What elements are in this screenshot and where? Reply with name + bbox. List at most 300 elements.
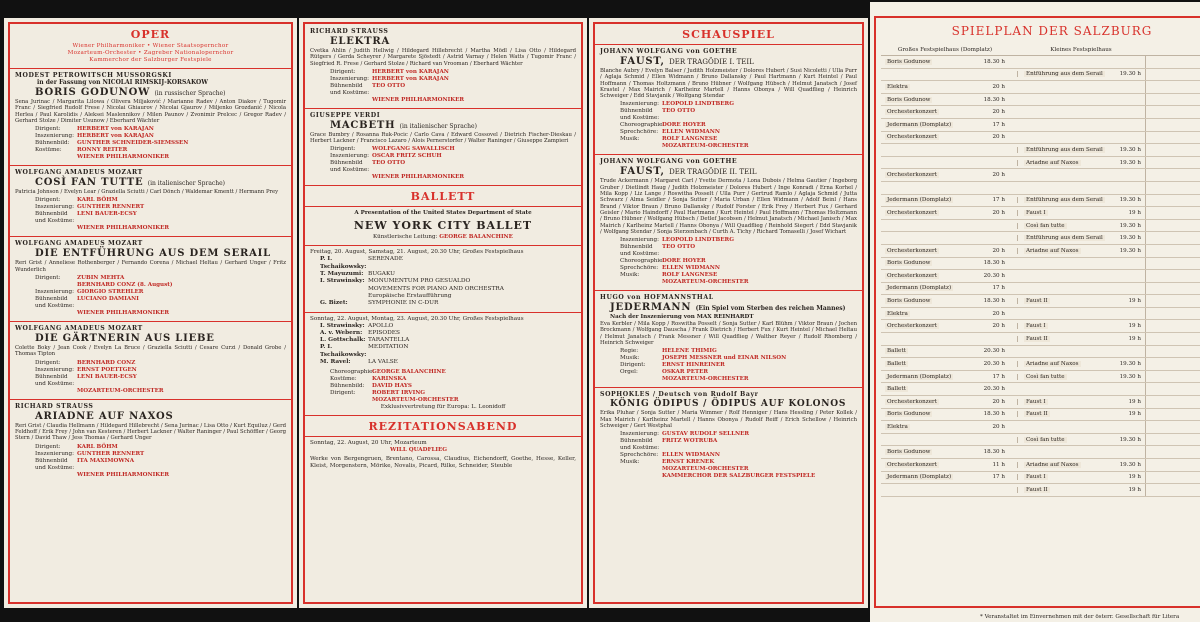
event-grosses: Jedermann (Domplatz) <box>887 474 952 481</box>
spielplan-frame <box>874 16 1200 608</box>
col-head-kleines: Kleines Festspielhaus <box>1050 46 1112 53</box>
event-grosses: Elektra <box>887 310 908 317</box>
piece-composer <box>310 286 368 293</box>
credit-role: Inszenierung: <box>620 237 659 244</box>
credit-role: Inszenierung: <box>620 431 659 438</box>
time-grosses: 20 h <box>992 209 1005 216</box>
event-kleines: Faust I <box>1026 398 1046 405</box>
credit-role <box>310 97 372 104</box>
credit-row <box>310 397 576 404</box>
time-grosses: 18.30 h <box>983 298 1005 305</box>
piece-composer <box>310 293 368 300</box>
divider <box>10 321 291 322</box>
time-grosses: 20.30 h <box>983 348 1005 355</box>
event-grosses: Elektra <box>887 83 908 90</box>
credit-role: Sprechchöre: <box>620 265 659 272</box>
time-grosses: 20.30 h <box>983 361 1005 368</box>
faust2-cast: Trude Ackermann / Margaret Carl / Yvette Dermota / Lona Dubois / Helma Gautier / Ingeborg Gruber / Dietlindt Haug / Judith Holzmeister / Dolores Hubert / Inge Konradi / Erna Korhel / Mila Kopp / Liz Lange / Roswitha Posselt / Ulla Purr / Gertrud Ramlo / Aglaja Schmid / Jutta Schwarz / Alma Seidler / Sonja Sutter / Maria Urban / Ellen Widmann / Adolf Beinl / Hans Brand / Viktor Braun / Bruno Dallansky / Rudolf Forster / Erik Frey / Herbert Fux / Gerhard Geisler / Mario Haindorff / Paul Hartmann / Kurt Heintel / Paul Hoffmann / Thomas Holtzmann / Bruno Hübner / Wolfgang Hübsch / Detlef Jacobsen / Helmut Janatsch / Michael Janisch / Max Mairich / Karlheinz Martell / Hanns Obonya / Will Quadflieg / Reinhold Siegert / Edd Stavjanik / Wolfgang Stendar / Sonja Sterzenbach / Curth A. Tichy / Richard Tomaselli / Josef Wichart <box>600 178 857 235</box>
schedule-row <box>881 106 1200 119</box>
oper-subtitle-1: Wiener Philharmoniker • Wiener Staatsopernchor <box>72 43 229 49</box>
panel-schauspiel <box>589 18 868 608</box>
time-kleines: 19.30 h <box>1119 461 1141 468</box>
elektra-title: ELEKTRA <box>330 36 391 47</box>
event-kleines: Faust I <box>1026 474 1046 481</box>
divider <box>305 415 581 416</box>
credit-role: Bühnenbild und Kostüme: <box>35 296 75 310</box>
time-kleines: 19 h <box>1128 411 1141 418</box>
program-piece <box>310 286 576 293</box>
production-version: in der Fassung von NICOLAI RIMSKIJ-KORSAKOW <box>37 79 208 86</box>
credit-row <box>15 225 286 232</box>
credit-row <box>600 369 857 376</box>
time-kleines: 19.30 h <box>1119 436 1141 443</box>
panel2-frame <box>303 22 583 604</box>
divider <box>595 387 862 388</box>
oper-title: OPER <box>130 28 171 41</box>
divider <box>305 436 581 437</box>
credit-name: KARL BÖHM <box>77 197 118 204</box>
schedule-row <box>881 81 1200 94</box>
divider <box>595 44 862 45</box>
schedule-row <box>881 182 1200 195</box>
program-piece <box>310 323 576 330</box>
time-grosses: 20.30 h <box>983 272 1005 279</box>
credit-role: Dirigent: <box>330 68 356 75</box>
credit-role: Musik: <box>620 459 640 466</box>
program-piece <box>310 344 576 359</box>
credit-name: WIENER PHILHARMONIKER <box>77 225 170 232</box>
event-kleines: Entführung aus dem Serail <box>1026 235 1103 242</box>
credit-row <box>310 69 576 76</box>
schedule-row <box>881 446 1200 459</box>
time-grosses: 17 h <box>992 121 1005 128</box>
divider <box>305 312 581 313</box>
faust1-cast: Blanche Aubry / Evelyn Balser / Judith Holzmeister / Dolores Hubert / Susi Nicoletti / Ulla Purr / Aglaja Schmid / Ellen Widmann / Bruno Dallansky / Paul Hartmann / Kurt Heintel / Paul Hoffmann / Thomas Holtzmann / Bruno Hübner / Wolfgang Hübsch / Helmut Janatsch / Josef Krastel / Max Mairich / Karlheinz Martell / Hanns Obonya / Will Quadflieg / Heinrich Schweiger / Edd Stavjanik / Wolfgang Stendar <box>600 68 857 100</box>
credit-row <box>15 310 286 317</box>
event-grosses: Ballett <box>887 348 906 355</box>
piece-composer: A. v. Webern: <box>320 329 363 336</box>
time-kleines: 19.30 h <box>1119 361 1141 368</box>
credit-name: MOZARTEUM-ORCHESTER <box>662 143 749 150</box>
event-kleines: Così fan tutte <box>1026 373 1065 380</box>
event-grosses: Orchesterkonzert <box>887 247 937 254</box>
piece-title: MEDITATION <box>368 344 409 351</box>
event-grosses: Jedermann (Domplatz) <box>887 197 952 204</box>
credit-row <box>310 83 576 97</box>
credit-role: Bühnenbild: <box>35 140 70 147</box>
divider <box>305 108 581 109</box>
time-grosses: 17 h <box>992 474 1005 481</box>
credit-role <box>15 282 77 289</box>
event-grosses: Orchesterkonzert <box>887 172 937 179</box>
event-kleines: Ariadne auf Naxos <box>1026 247 1079 254</box>
event-grosses: Orchesterkonzert <box>887 323 937 330</box>
time-kleines: 19.30 h <box>1119 235 1141 242</box>
credit-role: Musik: <box>620 136 640 143</box>
credit-row <box>600 376 857 383</box>
piece-title: MONUMENTUM PRO GESUALDO <box>368 278 471 285</box>
faust2-author: JOHANN WOLFGANG von GOETHE <box>600 158 738 166</box>
time-grosses: 20 h <box>992 424 1005 431</box>
divider <box>10 236 291 237</box>
event-kleines: Ariadne auf Naxos <box>1026 461 1079 468</box>
credit-name: ERNST HINREINER <box>662 362 725 369</box>
credit-role: Choreographie: <box>330 369 375 376</box>
piece-composer: I. Strawinsky: <box>320 278 365 285</box>
piece-composer: G. Bizet: <box>320 300 348 307</box>
credit-name: HERBERT von KARAJAN <box>372 68 449 75</box>
credit-role: Bühnenbild: <box>330 383 365 390</box>
credit-name: ROLF LANGNESE <box>662 136 718 143</box>
credit-name: ELLEN WIDMANN <box>662 129 720 136</box>
ballett-program2 <box>310 323 576 367</box>
oper-subtitle-3: Kammerchor der Salzburger Festspiele <box>89 57 212 63</box>
jedermann-credits <box>600 348 857 383</box>
time-kleines: 19.30 h <box>1119 222 1141 229</box>
credit-row <box>15 133 286 140</box>
schedule-row <box>881 195 1200 208</box>
ballett-program2-date: Sonntag, 22. August, Montag, 23. August, 20.30 Uhr, Großes Festspielhaus <box>310 315 524 322</box>
credit-role: Bühnenbild und Kostüme: <box>620 244 660 258</box>
credit-row <box>600 348 857 355</box>
credit-name: DORE HOYER <box>662 122 706 129</box>
credit-name: GEORGE BALANCHINE <box>372 369 446 376</box>
production-credits <box>15 275 286 317</box>
credit-row <box>600 244 857 258</box>
event-kleines: Ariadne auf Naxos <box>1026 159 1079 166</box>
production-credits <box>15 360 286 395</box>
credit-row <box>310 76 576 83</box>
production-cast: Colette Boky / Jean Cook / Evelyn La Bruce / Graziella Sciutti / Cesare Curzi / Donald Grobe / Thomas Tipton <box>15 345 286 358</box>
piece-composer: P. I. Tschaikowsky: <box>320 344 367 358</box>
production-composer: WOLFGANG AMADEUS MOZART <box>15 169 143 177</box>
schedule-row <box>881 144 1200 157</box>
credit-name: JOSEPH MESSNER und EINAR NILSON <box>662 355 787 362</box>
credit-name: KARINSKA <box>372 376 407 383</box>
production-cast: Patricia Johnson / Evelyn Lear / Graziella Sciutti / Carl Dönch / Waldemar Kmentt / Hermann Prey <box>15 189 279 196</box>
credit-row <box>600 279 857 286</box>
credit-role: Bühnenbild und Kostüme: <box>35 211 75 225</box>
time-grosses: 20.30 h <box>983 386 1005 393</box>
production-title: COSÌ FAN TUTTE (in italienischer Sprache) <box>35 177 226 189</box>
production-title: BORIS GODUNOW (in russischer Sprache) <box>35 87 226 98</box>
credit-name: ELLEN WIDMANN <box>662 452 720 459</box>
panel-elektra-ballett <box>299 18 587 608</box>
piece-title: LA VALSE <box>368 359 398 366</box>
credit-row <box>600 438 857 452</box>
credit-row <box>15 360 286 367</box>
schedule-row <box>881 358 1200 371</box>
event-grosses: Jedermann (Domplatz) <box>887 373 952 380</box>
event-kleines: Faust I <box>1026 323 1046 330</box>
credit-row <box>15 211 286 225</box>
credit-name: TEO OTTO <box>372 160 406 167</box>
ballett-program1-date: Freitag, 20. August, Samstag, 21. August, 20.30 Uhr, Großes Festspielhaus <box>310 249 524 256</box>
time-kleines: 19 h <box>1128 474 1141 481</box>
time-kleines: 19.30 h <box>1119 373 1141 380</box>
time-grosses: 18.30 h <box>983 96 1005 103</box>
production-composer: MODEST PETROWITSCH MUSSORGSKI <box>15 72 172 79</box>
credit-role: Choreographie: <box>620 258 665 265</box>
credit-role: Dirigent: <box>35 275 61 282</box>
credit-name: OSCAR FRITZ SCHUH <box>372 153 442 160</box>
schedule-row <box>881 308 1200 321</box>
schedule-row <box>881 421 1200 434</box>
schauspiel-title: SCHAUSPIEL <box>682 28 775 41</box>
production-title: ARIADNE AUF NAXOS <box>35 410 174 422</box>
credit-name: ROBERT IRVING <box>372 390 426 397</box>
credit-row <box>600 136 857 143</box>
program-piece <box>310 271 576 278</box>
credit-role: Choreographie: <box>620 122 665 129</box>
credit-role: Bühnenbild und Kostüme: <box>35 373 75 387</box>
schedule-row <box>881 295 1200 308</box>
credit-name: GUSTAV RUDOLF SELLNER <box>662 431 750 438</box>
credit-role: Dirigent: <box>35 126 61 133</box>
credit-role: Bühnenbild und Kostüme: <box>330 160 370 174</box>
credit-name: WIENER PHILHARMONIKER <box>77 310 170 317</box>
credit-row <box>600 466 857 473</box>
credit-row <box>310 97 576 104</box>
credit-role <box>600 466 662 473</box>
credit-name: GUNTHER SCHNEIDER-SIEMSSEN <box>77 140 189 147</box>
credit-name: LEOPOLD LINDTBERG <box>662 101 734 108</box>
credit-row <box>600 101 857 108</box>
jedermann-author: HUGO von HOFMANNSTHAL <box>600 294 714 302</box>
credit-role: Dirigent: <box>35 443 61 450</box>
event-kleines: Ariadne auf Naxos <box>1026 361 1079 368</box>
time-grosses: 20 h <box>992 323 1005 330</box>
credit-role <box>310 397 372 404</box>
event-grosses: Orchesterkonzert <box>887 272 937 279</box>
program-piece <box>310 278 576 285</box>
event-grosses: Jedermann (Domplatz) <box>887 121 952 128</box>
piece-title: TARANTELLA <box>368 337 410 344</box>
credit-name: HERBERT von KARAJAN <box>77 126 154 133</box>
credit-role: Dirigent: <box>330 390 356 397</box>
event-grosses: Ballett <box>887 361 906 368</box>
event-grosses: Jedermann (Domplatz) <box>887 285 952 292</box>
credit-row <box>15 147 286 154</box>
credit-role: Sprechchöre: <box>620 452 659 459</box>
credit-row <box>310 383 576 390</box>
credit-name: GIORGIO STREHLER <box>77 289 144 296</box>
credit-role: Kostüme: <box>330 376 357 383</box>
credit-name: WIENER PHILHARMONIKER <box>77 471 170 478</box>
credit-role: Inszenierung: <box>620 101 659 108</box>
time-grosses: 17 h <box>992 197 1005 204</box>
credit-name: LEOPOLD LINDTBERG <box>662 237 734 244</box>
credit-name: MOZARTEUM-ORCHESTER <box>662 279 749 286</box>
schedule-row <box>881 472 1200 485</box>
time-grosses: 20 h <box>992 247 1005 254</box>
spielplan-title: SPIELPLAN DER SALZBURG <box>951 24 1153 38</box>
event-grosses: Boris Godunow <box>887 96 931 103</box>
credit-role <box>15 388 77 395</box>
divider <box>305 245 581 246</box>
piece-title: BUGAKU <box>368 271 395 278</box>
time-grosses: 17 h <box>992 285 1005 292</box>
credit-role: Inszenierung: <box>35 366 74 373</box>
credit-row <box>15 388 286 395</box>
divider <box>595 290 862 291</box>
program-piece <box>310 293 576 300</box>
credit-name: HERBERT von KARAJAN <box>372 75 449 82</box>
schedule-row <box>881 258 1200 271</box>
credit-row <box>310 174 576 181</box>
production-credits <box>15 197 286 232</box>
schedule-row <box>881 207 1200 220</box>
schedule-row <box>881 56 1200 69</box>
time-grosses: 20 h <box>992 134 1005 141</box>
oedipus-cast: Erika Pluhar / Sonja Sutter / Maria Wimmer / Rolf Henniger / Hans Hessling / Peter Kollek / Max Mairich / Karlheinz Martell / Hanns Obonya / Rudolf Reiff / Erich Schellow / Heinrich Schweiger / Gert Westphal <box>600 410 857 429</box>
piece-title: EPISODES <box>368 329 400 336</box>
time-grosses: 20 h <box>992 310 1005 317</box>
credit-name: ITA MAXIMOWNA <box>77 457 135 464</box>
piece-title: MOVEMENTS FOR PIANO AND ORCHESTRA <box>368 285 504 292</box>
credit-name: BERNHARD CONZ <box>77 359 136 366</box>
oedipus-author: SOPHOKLES / Deutsch von Rudolf Bayr <box>600 391 759 399</box>
credit-row <box>600 143 857 150</box>
ballett-credits <box>310 369 576 404</box>
event-kleines: Faust I <box>1026 209 1046 216</box>
credit-name: ROLF LANGNESE <box>662 272 718 279</box>
ballett-company: NEW YORK CITY BALLET <box>353 219 533 233</box>
schedule-row <box>881 346 1200 359</box>
event-kleines: Faust II <box>1026 486 1048 493</box>
credit-row <box>310 160 576 174</box>
time-grosses: 18.30 h <box>983 411 1005 418</box>
schedule-row <box>881 434 1200 447</box>
faust2-title: FAUST, DER TRAGÖDIE II. TEIL <box>620 166 757 178</box>
event-grosses: Orchesterkonzert <box>887 109 937 116</box>
piece-composer: M. Ravel: <box>320 359 351 366</box>
rezitation-performer: WILL QUADFLIEG <box>390 447 448 454</box>
credit-role <box>15 310 77 317</box>
credit-name: OSKAR PETER <box>662 369 709 376</box>
program-piece <box>310 300 576 307</box>
schedule-row <box>881 383 1200 396</box>
event-grosses: Boris Godunow <box>887 260 931 267</box>
credit-row <box>15 367 286 374</box>
credit-name: HERBERT von KARAJAN <box>77 133 154 140</box>
schedule-row <box>881 371 1200 384</box>
schedule-row <box>881 459 1200 472</box>
schedule-row <box>881 132 1200 145</box>
credit-role <box>600 143 662 150</box>
credit-row <box>600 108 857 122</box>
schedule-row <box>881 320 1200 333</box>
schedule-row <box>881 270 1200 283</box>
divider <box>10 165 291 166</box>
elektra-credits <box>310 69 576 104</box>
jedermann-title: JEDERMANN (Ein Spiel vom Sterben des reichen Mannes) <box>610 302 846 314</box>
credit-role: Dirigent: <box>330 146 356 153</box>
program-piece <box>310 256 576 271</box>
time-kleines: 19 h <box>1128 335 1141 342</box>
divider <box>305 185 581 186</box>
credit-role: Bühnenbild und Kostüme: <box>620 108 660 122</box>
time-grosses: 18.30 h <box>983 58 1005 65</box>
credit-name: LUCIANO DAMIANI <box>77 296 139 303</box>
production-composer: WOLFGANG AMADEUS MOZART <box>15 240 143 248</box>
production-cast: Sena Jurinac / Margarita Lilowa / Olivera Miljaković / Marianne Radev / Anton Diakov / Tugomir Franc / Siegfried Rudolf Frese / Nicolai Ghiaurov / Nicolai Gjaurov / Miljenko Grozdanić / Nicola Herlea / Paul Karolidis / Aleksei Maslennikov / Milen Paunov / Zvonimir Prelcec / Gregor Radev / Gerhard Stolze / Dimiter Usunow / Eberhard Wächter <box>15 99 286 124</box>
production-composer: RICHARD STRAUSS <box>15 402 94 410</box>
credit-name: KAMMERCHOR DER SALZBURGER FESTSPIELE <box>662 473 816 480</box>
schedule-row <box>881 409 1200 422</box>
credit-name: WIENER PHILHARMONIKER <box>77 154 170 161</box>
credit-name: LENI BAUER-ECSY <box>77 211 137 218</box>
credit-row <box>600 129 857 136</box>
credit-row <box>600 272 857 279</box>
credit-name: TEO OTTO <box>372 82 406 89</box>
credit-role <box>600 376 662 383</box>
credit-role: Regie: <box>620 348 639 355</box>
jedermann-cast: Eva Kerbler / Mila Kopp / Roswitha Posselt / Sonja Sutter / Karl Blühm / Viktor Braun / Jochen Brockmann / Wolfgang Dauscha / Frank Dietrich / Herbert Fux / Kurt Heintel / Michael Heltau / Helmut Janatsch / Frank Messner / Will Quadflieg / Walther Reyer / Rudolf Rhomberg / Heinrich Schweiger <box>600 321 857 347</box>
credit-name: WIENER PHILHARMONIKER <box>372 174 465 181</box>
piece-title: SYMPHONIE IN C-DUR <box>368 300 439 307</box>
time-kleines: 19 h <box>1128 486 1141 493</box>
credit-row <box>310 376 576 383</box>
elektra-cast: Cvetka Ahlin / Judith Hellwig / Hildegard Hillebrecht / Martha Mödl / Lisa Otto / Hildegard Rütgers / Gerda Scheyrer / Margarete Sjöstedt / Astrid Varnay / Helen Watts / Tugomir Franc / Siegfried R. Frese / Gerhard Stolze / Richard van Vrooman / Eberhard Wächter <box>310 48 576 67</box>
time-grosses: 17 h <box>992 373 1005 380</box>
program-piece <box>310 330 576 337</box>
time-grosses: 20 h <box>992 109 1005 116</box>
credit-row <box>600 459 857 466</box>
credit-name: BERNHARD CONZ (8. August) <box>77 282 173 289</box>
production-title: DIE GÄRTNERIN AUS LIEBE <box>35 333 215 345</box>
credit-role: Inszenierung: <box>35 289 74 296</box>
credit-role <box>310 174 372 181</box>
credit-row <box>15 374 286 388</box>
macbeth-composer: GIUSEPPE VERDI <box>310 111 381 119</box>
schedule-row <box>881 333 1200 346</box>
credit-role: Inszenierung: <box>35 133 74 140</box>
event-kleines: Entführung aus dem Serail <box>1026 197 1103 204</box>
macbeth-title: MACBETH (in italienischer Sprache) <box>330 119 477 131</box>
elektra-composer: RICHARD STRAUSS <box>310 28 389 35</box>
credit-row <box>600 431 857 438</box>
event-grosses: Orchesterkonzert <box>887 134 937 141</box>
piece-composer: L. Gottschalk: <box>320 337 366 344</box>
credit-name: GUNTHER RENNERT <box>77 204 145 211</box>
piece-composer: P. I. Tschaikowsky: <box>320 256 367 270</box>
rezitation-works: Werke von Bergengruen, Brentano, Carossa, Claudius, Eichendorff, Goethe, Hesse, Keller, Kleist, Morgenstern, Mörike, Novalis, Picard, Rilke, Schneider, Steuble <box>310 456 576 470</box>
production-credits <box>15 444 286 479</box>
credit-role: Dirigent: <box>35 197 61 204</box>
credit-row <box>15 458 286 472</box>
credit-row <box>310 369 576 376</box>
credit-row <box>15 154 286 161</box>
time-grosses: 20 h <box>992 398 1005 405</box>
schedule-rows <box>881 56 1200 497</box>
event-grosses: Boris Godunow <box>887 411 931 418</box>
credit-name: ELLEN WIDMANN <box>662 265 720 272</box>
rezitation-date: Sonntag, 22. August, 20 Uhr, Mozarteum <box>310 440 427 447</box>
time-kleines: 19.30 h <box>1119 197 1141 204</box>
schedule-header <box>881 44 1200 56</box>
credit-role: Kostüme: <box>35 147 62 154</box>
credit-role: Inszenierung: <box>330 75 369 82</box>
credit-name: FRITZ WOTRUBA <box>662 438 718 445</box>
credit-row <box>15 296 286 310</box>
oper-frame <box>8 22 293 604</box>
event-kleines: Faust II <box>1026 335 1048 342</box>
macbeth-credits <box>310 146 576 181</box>
time-grosses: 20 h <box>992 83 1005 90</box>
credit-role <box>600 279 662 286</box>
production-title: DIE ENTFÜHRUNG AUS DEM SERAIL <box>35 248 271 260</box>
